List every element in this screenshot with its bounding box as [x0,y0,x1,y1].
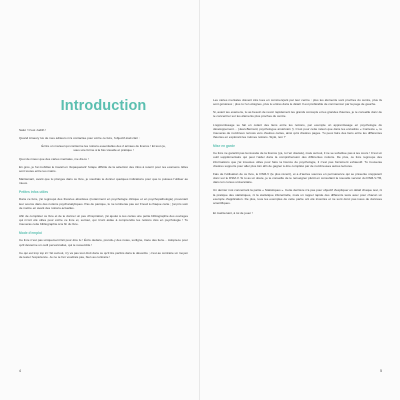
chapter-title: Introduction [60,98,147,114]
section-heading-mode-emploi: Mode d'emploi [19,231,42,236]
infos-paragraph-1: Dans ce livre, j'ai regroupé des théories abordées (notamment en psychologie clinique et en psychopathologie) provenant leur source dans des notions psychanalytiques. Pas de panique, tu ne tomberas pas sur Freud à chaque carte ; j'ai pris soin de mettre en avant des notions actuelles. [19,197,188,210]
right-page [200,0,400,400]
intro-paragraph-4: Maintenant, avant que tu plonges dans ce livre, je voudrais te donner quelques indications pour que tu puisses l'utiliser au mieux. [19,177,188,186]
page-number-right: 5 [380,369,382,373]
right-paragraph-7: Et maintenant, à toi de jouer ! [213,210,253,215]
right-paragraph-2: Si, avant tes examens, tu as besoin de revoir rapidement les grands concepts et les grandes théories, je te conseille donc de te concentrer sur les éléments plus proches du centre. [213,110,382,119]
intro-paragraph-2: Quoi de mieux que des cartes mentales, me dis-tu ! [19,156,89,161]
right-paragraph-3: L'apprentissage se fait en colant des liens entre les notions, par exemple un apprentissage en psychologie du développement… (Jean-Bernard, psychologue américain !). C'est pour cette raison que dans les encadrés « Contexte », tu trouveras de nombreux renvois vers d'autres cartes, ainsi qu'à d'autres pages. Tu peux faire des liens entre les différentes théories en explorant les mêmes notions. Stylé, non ? [213,122,382,140]
intro-quote: Écrire un manuel qui contienne les notions essentielles des 2 années de licence ! Et tout ça, sous une forme à la fois visuelle et pratique ! [41,144,166,153]
right-paragraph-4: Ce livre ne garantit pas la réussite de ta licence (ça, tu t'en doutais), mais surtout, il ne se substitue pas à tes cours ! C'est un outil supplémentaire qui peut t'aider dans la compréhension des différentes notions. De plus, ce livre regroupe des informations que j'ai trouvées utiles pour faire ta licence de psychologie, il n'est pas forcément exhaustif. Tu trouveras d'autres supports pour aller plus loin afin de gagner à être complété par de nombreuses autres lectures. [213,151,382,168]
infos-paragraph-2: Afin de compléter ce livre et de te donner un peu d'inspiration, j'ai ajouté à ces cartes une petite bibliographie des ouvrages qui m'ont été utiles pour écrire ce livre et, surtout, qui m'ont aidée à comprendre les notions clés en psychologie ! Tu trouveras cette bibliographie à la fin du livre. [19,213,188,227]
page-number-left: 4 [19,369,21,373]
right-paragraph-1: Les cartes mentales doivent être lues en commençant par leur centre : plus les éléments sont proches du centre, plus ils sont généraux ; plus tu t'en éloignes, plus tu entres dans le détail. Il est préférable de commencer par la page de gauche. [213,98,382,107]
section-heading-infos: Petites infos utiles [19,190,49,195]
greeting: Salut ! C'est Judith ! [19,128,47,132]
intro-paragraph-1: Quand Amaury lux de mes éditeurs m'a contactée pour écrire ce livre, l'objectif était clair : [19,136,140,141]
intro-paragraph-3: En gros, je l'ai mobilisé le travail en 'dépaquetant' l'étape difficile de la sélection des infos à retenir pour tes examens. Elles sont toutes entre tes mains. [19,164,188,173]
right-paragraph-6: Un dernier mot concernant la partie « Statistiques ». Cette dernière n'a pas pour objectif d'expliquer en détail chaque test, ni la pratique des statistiques, ni la statistique inférentielle, mais un rappel rapide des différents tests avec pour chacun un exemple d'application. De plus, tous les exemples de cette partie ont été inventés et ne sont donc pas issus de données scientifiques. [213,188,382,205]
mode-paragraph-2: Ce qui est trop top ici ! Et surtout, n'y va pas tout droit dans ce qu'il tire parfois dans le désordre ; c'est au contraire un moyen de tester l'expérience. Je ne te l'en voudrais pas, bien au contraire ! [19,250,188,259]
right-paragraph-5: Fais de l'utilisation de ce livre, le DSM-V (le plus récent), et a d'autres sources en permanence qui se présente s'appuient donc sur le DSM-V. Si tu as un doute, je te conseille de te renseigner plutôt en consultant la nouvelle version du DSM-V-TR, dans ton cursus universitaire. [213,171,382,185]
section-heading-mise-en-garde: Mise en garde [213,144,235,149]
mode-paragraph-1: Ce livre n'est pas uniquement fait pour être lu ! Écris dedans, prends-y des notes, surligne, trace des liens… Adopte-le pour qu'il devienne un outil personnalisé, qui te ressemble ! [19,238,188,247]
